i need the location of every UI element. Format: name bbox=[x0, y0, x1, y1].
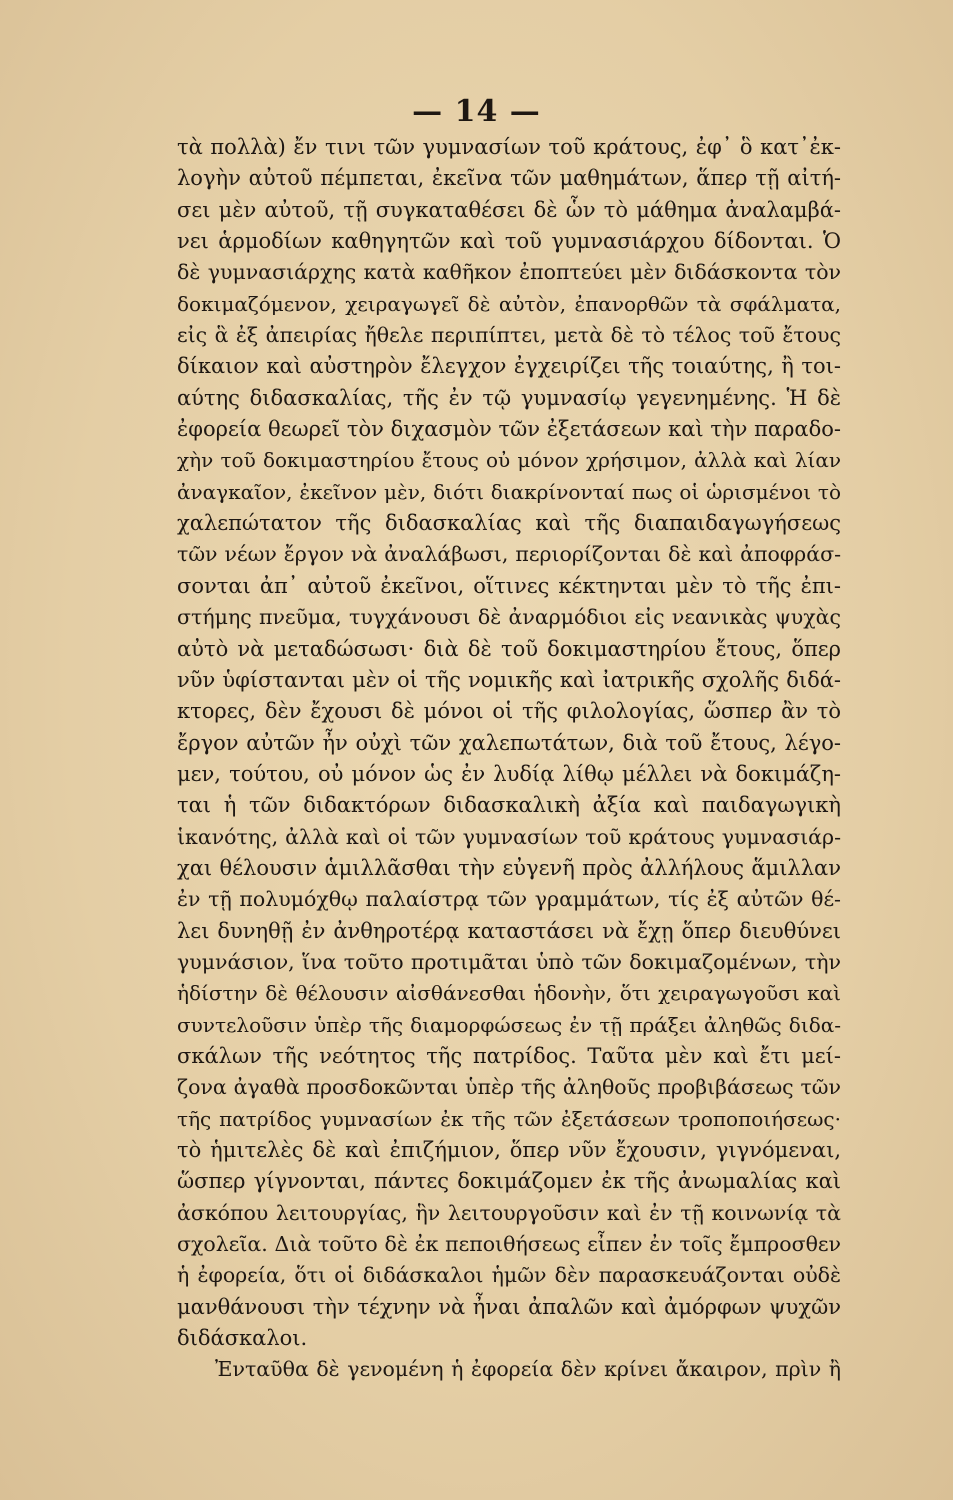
text-line: αύτης διδασκαλίας, τῆς ἐν τῷ γυμνασίῳ γεγενημένης. Ἡ δὲ bbox=[177, 385, 841, 410]
text-line: συντελοῦσιν ὑπὲρ τῆς διαμορφώσεως ἐν τῇ πράξει ἀληθῶς διδα- bbox=[177, 1012, 841, 1037]
text-line: ἔργον αὐτῶν ἦν οὐχὶ τῶν χαλεπωτάτων, διὰ τοῦ ἔτους, λέγο- bbox=[177, 730, 841, 755]
text-line: ται ἡ τῶν διδακτόρων διδασκαλικὴ ἀξία καὶ παιδαγωγικὴ bbox=[177, 793, 841, 818]
text-line: τὸ ἡμιτελὲς δὲ καὶ ἐπιζήμιον, ὅπερ νῦν ἔχουσιν, γιγνόμεναι, bbox=[177, 1138, 841, 1162]
text-line: ἐφορεία θεωρεῖ τὸν διχασμὸν τῶν ἐξετάσεων καὶ τὴν παραδο- bbox=[177, 417, 841, 442]
text-line: μανθάνουσι τὴν τέχνην νὰ ἦναι ἀπαλῶν καὶ ἀμόρφων ψυχῶν bbox=[177, 1294, 841, 1319]
text-line: σχολεῖα. Διὰ τοῦτο δὲ ἐκ πεποιθήσεως εἶπεν ἐν τοῖς ἔμπροσθεν bbox=[177, 1232, 841, 1257]
text-line: δὲ γυμνασιάρχης κατὰ καθῆκον ἐποπτεύει μὲν διδάσκοντα τὸν bbox=[177, 260, 841, 285]
text-line: ζονα ἀγαθὰ προσδοκῶνται ὑπὲρ τῆς ἀληθοῦς προβιβάσεως τῶν bbox=[177, 1075, 841, 1100]
text-line: ἱκανότης, ἀλλὰ καὶ οἱ τῶν γυμνασίων τοῦ κράτους γυμνασιάρ- bbox=[177, 824, 841, 849]
text-line: τῆς πατρίδος γυμνασίων ἐκ τῆς τῶν ἐξετάσεων τροποποιήσεως· bbox=[177, 1106, 841, 1131]
body-text bbox=[177, 132, 841, 1386]
text-line: χαι θέλουσιν ἁμιλλᾶσθαι τὴν εὐγενῆ πρὸς ἀλλήλους ἅμιλλαν bbox=[177, 855, 841, 880]
text-line: χὴν τοῦ δοκιμαστηρίου ἔτους οὐ μόνον χρήσιμον, ἀλλὰ καὶ λίαν bbox=[177, 448, 841, 473]
text-line: σκάλων τῆς νεότητος τῆς πατρίδος. Ταῦτα μὲν καὶ ἔτι μεί- bbox=[177, 1043, 841, 1068]
text-line: ἐν τῇ πολυμόχθῳ παλαίστρᾳ τῶν γραμμάτων, τίς ἐξ αὐτῶν θέ- bbox=[177, 887, 841, 912]
text-line: σει μὲν αὐτοῦ, τῇ συγκαταθέσει δὲ ὧν τὸ μάθημα ἀναλαμβά- bbox=[177, 197, 841, 222]
text-line: ἀσκόπου λειτουργίας, ἣν λειτουργοῦσιν καὶ ἐν τῇ κοινωνίᾳ τὰ bbox=[177, 1200, 841, 1225]
text-line: εἰς ἃ ἐξ ἀπειρίας ἤθελε περιπίπτει, μετὰ δὲ τὸ τέλος τοῦ ἔτους bbox=[177, 323, 841, 348]
text-line: δοκιμαζόμενον, χειραγωγεῖ δὲ αὐτὸν, ἐπανορθῶν τὰ σφάλματα, bbox=[177, 291, 841, 316]
text-line: σονται ἀπ᾽ αὐτοῦ ἐκεῖνοι, οἵτινες κέκτηνται μὲν τὸ τῆς ἐπι- bbox=[177, 573, 841, 598]
text-line: λογὴν αὐτοῦ πέμπεται, ἐκεῖνα τῶν μαθημάτων, ἅπερ τῇ αἰτή- bbox=[177, 166, 841, 191]
text-line: ὥσπερ γίγνονται, πάντες δοκιμάζομεν ἐκ τῆς ἀνωμαλίας καὶ bbox=[177, 1169, 841, 1194]
text-line: γυμνάσιον, ἵνα τοῦτο προτιμᾶται ὑπὸ τῶν δοκιμαζομένων, τὴν bbox=[177, 949, 841, 974]
text-line: νῦν ὑφίστανται μὲν οἱ τῆς νομικῆς καὶ ἰατρικῆς σχολῆς διδά- bbox=[177, 667, 841, 692]
text-line: τὰ πολλὰ) ἔν τινι τῶν γυμνασίων τοῦ κράτους, ἐφ᾽ ὃ κατ᾽ἐκ- bbox=[177, 135, 841, 159]
text-line: μεν, τούτου, οὐ μόνον ὡς ἐν λυδίᾳ λίθῳ μέλλει νὰ δοκιμάζη- bbox=[177, 761, 841, 786]
text-line: Ἐνταῦθα δὲ γενομένη ἡ ἐφορεία δὲν κρίνει ἄκαιρον, πρὶν ἢ bbox=[215, 1357, 841, 1382]
page-number: — 14 — bbox=[412, 94, 541, 129]
text-line: διδάσκαλοι. bbox=[177, 1326, 308, 1351]
text-line: δίκαιον καὶ αὐστηρὸν ἔλεγχον ἐγχειρίζει τῆς τοιαύτης, ἢ τοι- bbox=[177, 354, 841, 379]
text-line: στήμης πνεῦμα, τυγχάνουσι δὲ ἀναρμόδιοι εἰς νεανικὰς ψυχὰς bbox=[177, 605, 841, 630]
text-line: ἡ ἐφορεία, ὅτι οἱ διδάσκαλοι ἡμῶν δὲν παρασκευάζονται οὐδὲ bbox=[177, 1263, 841, 1288]
text-line: τῶν νέων ἔργον νὰ ἀναλάβωσι, περιορίζονται δὲ καὶ ἀποφράσ- bbox=[177, 542, 841, 567]
text-line: νει ἁρμοδίων καθηγητῶν καὶ τοῦ γυμνασιάρχου δίδονται. Ὁ bbox=[177, 229, 841, 254]
text-line: χαλεπώτατον τῆς διδασκαλίας καὶ τῆς διαπαιδαγωγήσεως bbox=[177, 511, 841, 536]
text-line: κτορες, δὲν ἔχουσι δὲ μόνοι οἱ τῆς φιλολογίας, ὥσπερ ἂν τὸ bbox=[177, 699, 841, 724]
text-line: αὐτὸ νὰ μεταδώσωσι· διὰ δὲ τοῦ δοκιμαστηρίου ἔτους, ὅπερ bbox=[177, 636, 841, 661]
text-line: ἀναγκαῖον, ἐκεῖνον μὲν, διότι διακρίνονταί πως οἱ ὡρισμένοι τὸ bbox=[177, 479, 841, 504]
text-line: ἡδίστην δὲ θέλουσιν αἰσθάνεσθαι ἡδονὴν, ὅτι χειραγωγοῦσι καὶ bbox=[177, 981, 841, 1006]
text-line: λει δυνηθῇ ἐν ἀνθηροτέρᾳ καταστάσει νὰ ἔχῃ ὅπερ διευθύνει bbox=[177, 918, 841, 943]
